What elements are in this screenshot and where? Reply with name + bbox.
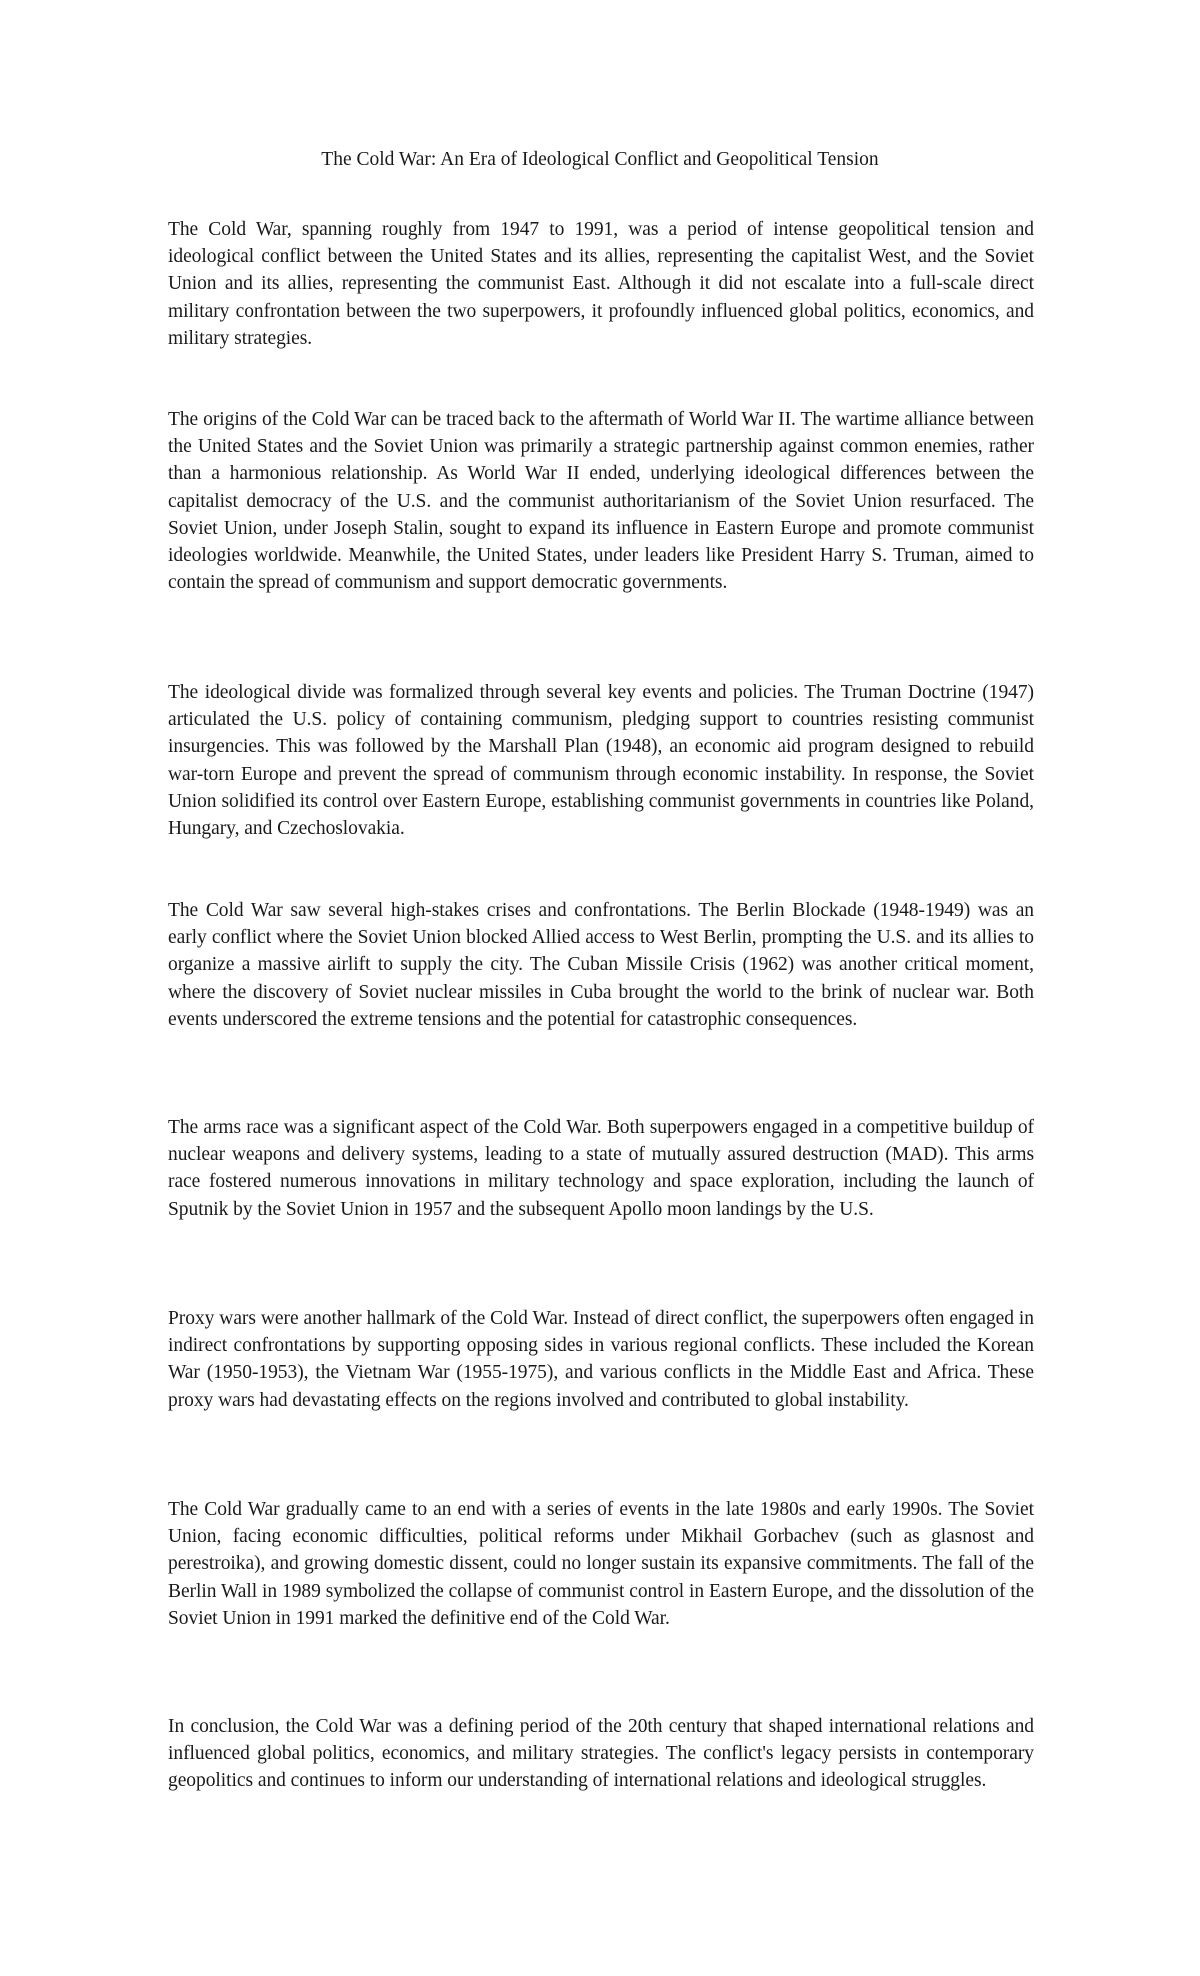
paragraph-crises: The Cold War saw several high-stakes crises and confrontations. The Berlin Blockade (1948-1949) was an early conflict where the Soviet Union blocked Allied access to West Berlin, prompting the U.S. and its allies to organize a massive airlift to supply the city. The Cuban Missile Crisis (1962) was another critical moment, where the discovery of Soviet nuclear missiles in Cuba brought the world to the brink of nuclear war. Both events underscored the extreme tensions and the potential for catastrophic consequences.: [168, 900, 1034, 1030]
paragraph-origins: The origins of the Cold War can be traced back to the aftermath of World War II. The wartime alliance between the United States and the Soviet Union was primarily a strategic partnership against common enemies, rather than a harmonious relationship. As World War II ended, underlying ideological differences between the capitalist democracy of the U.S. and the communist authoritarianism of the Soviet Union resurfaced. The Soviet Union, under Joseph Stalin, sought to expand its influence in Eastern Europe and promote communist ideologies worldwide. Meanwhile, the United States, under leaders like President Harry S. Truman, aimed to contain the spread of communism and support democratic governments.: [168, 409, 1034, 594]
paragraph-end-of-cold-war: The Cold War gradually came to an end with a series of events in the late 1980s and early 1990s. The Soviet Union, facing economic difficulties, political reforms under Mikhail Gorbachev (such as glasnost and perestroika), and growing domestic dissent, could no longer sustain its expansive commitments. The fall of the Berlin Wall in 1989 symbolized the collapse of communist control in Eastern Europe, and the dissolution of the Soviet Union in 1991 marked the definitive end of the Cold War.: [168, 1499, 1034, 1629]
paragraph-conclusion: In conclusion, the Cold War was a defining period of the 20th century that shaped international relations and influenced global politics, economics, and military strategies. The conflict's legacy persists in contemporary geopolitics and continues to inform our understanding of international relations and ideological struggles.: [168, 1716, 1034, 1792]
paragraph-proxy-wars: Proxy wars were another hallmark of the Cold War. Instead of direct conflict, the superpowers often engaged in indirect confrontations by supporting opposing sides in various regional conflicts. These included the Korean War (1950-1953), the Vietnam War (1955-1975), and various conflicts in the Middle East and Africa. These proxy wars had devastating effects on the regions involved and contributed to global instability.: [168, 1308, 1034, 1411]
paragraph-arms-race: The arms race was a significant aspect of the Cold War. Both superpowers engaged in a competitive buildup of nuclear weapons and delivery systems, leading to a state of mutually assured destruction (MAD). This arms race fostered numerous innovations in military technology and space exploration, including the launch of Sputnik by the Soviet Union in 1957 and the subsequent Apollo moon landings by the U.S.: [168, 1117, 1034, 1220]
paragraph-introduction: The Cold War, spanning roughly from 1947 to 1991, was a period of intense geopolitical tension and ideological conflict between the United States and its allies, representing the capitalist West, and the Soviet Union and its allies, representing the communist East. Although it did not escalate into a full-scale direct military confrontation between the two superpowers, it profoundly influenced global politics, economics, and military strategies.: [168, 219, 1034, 349]
document-title: The Cold War: An Era of Ideological Conflict and Geopolitical Tension: [321, 149, 879, 170]
paragraph-ideological-divide: The ideological divide was formalized through several key events and policies. The Truman Doctrine (1947) articulated the U.S. policy of containing communism, pledging support to countries resisting communist insurgencies. This was followed by the Marshall Plan (1948), an economic aid program designed to rebuild war-torn Europe and prevent the spread of communism through economic instability. In response, the Soviet Union solidified its control over Eastern Europe, establishing communist governments in countries like Poland, Hungary, and Czechoslovakia.: [168, 682, 1034, 840]
